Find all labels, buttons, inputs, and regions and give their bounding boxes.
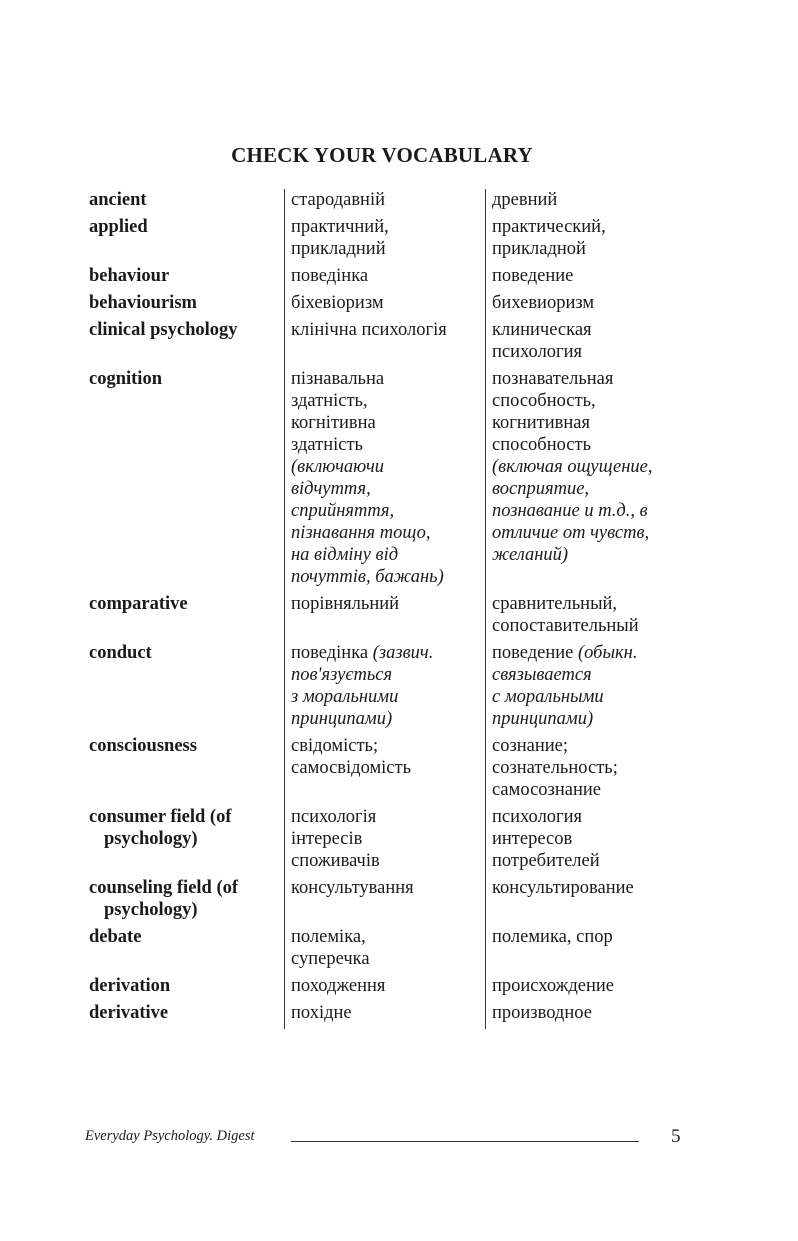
translation-text: психологія xyxy=(291,807,377,827)
translation-text: познавательная xyxy=(492,369,614,389)
translation-line xyxy=(492,828,689,850)
translation-line xyxy=(492,615,689,637)
translation-line xyxy=(291,412,481,434)
translation-line xyxy=(291,708,481,730)
vocab-term xyxy=(89,926,284,975)
vocab-row xyxy=(89,806,689,877)
ukrainian-translation xyxy=(284,292,485,319)
vocab-term-line: consciousness xyxy=(89,736,197,756)
vocab-term-line: psychology) xyxy=(104,900,198,920)
translation-text: порівняльний xyxy=(291,594,400,614)
translation-line xyxy=(492,238,689,260)
russian-translation xyxy=(485,189,689,216)
vocab-term-line: cognition xyxy=(89,369,162,389)
footer-book-title: Everyday Psychology. Digest xyxy=(85,1128,255,1144)
vocab-term xyxy=(89,368,284,593)
translation-note: принципами) xyxy=(291,709,393,729)
translation-line xyxy=(291,522,481,544)
vocab-term xyxy=(89,265,284,292)
translation-note: пов'язується xyxy=(291,665,393,685)
translation-line xyxy=(291,238,481,260)
translation-line xyxy=(291,189,481,211)
translation-text: походження xyxy=(291,976,386,996)
translation-line xyxy=(492,593,689,615)
russian-translation xyxy=(485,265,689,292)
russian-translation xyxy=(485,735,689,806)
translation-line xyxy=(492,500,689,522)
translation-text: поведінка xyxy=(291,266,369,286)
translation-line xyxy=(492,757,689,779)
translation-line xyxy=(492,735,689,757)
translation-text: стародавній xyxy=(291,190,385,210)
ukrainian-translation xyxy=(284,1002,485,1029)
translation-line xyxy=(492,412,689,434)
vocab-row xyxy=(89,735,689,806)
translation-note: (зазвич. xyxy=(372,643,434,663)
translation-text: поведение xyxy=(492,643,579,663)
translation-text: самосвідомість xyxy=(291,758,412,778)
translation-text: консультирование xyxy=(492,878,634,898)
translation-text: когнитивная xyxy=(492,413,591,433)
translation-line xyxy=(492,926,689,948)
translation-text: психология xyxy=(492,342,583,362)
translation-note: восприятие, xyxy=(492,479,590,499)
translation-line xyxy=(492,850,689,872)
ukrainian-translation xyxy=(284,877,485,926)
translation-note: (включаючи xyxy=(291,457,385,477)
translation-note: з моральними xyxy=(291,687,399,707)
translation-line xyxy=(291,926,481,948)
translation-text: производное xyxy=(492,1003,592,1023)
footer-divider xyxy=(291,1141,639,1142)
translation-text: пізнавальна xyxy=(291,369,385,389)
vocab-term-line: applied xyxy=(89,217,148,237)
translation-line xyxy=(291,806,481,828)
translation-line xyxy=(291,948,481,970)
translation-text: когнітивна xyxy=(291,413,376,433)
vocab-row xyxy=(89,319,689,368)
translation-note: пізнавання тощо, xyxy=(291,523,431,543)
page-title: CHECK YOUR VOCABULARY xyxy=(231,143,533,167)
translation-note: сприйняття, xyxy=(291,501,395,521)
vocab-term-line: derivation xyxy=(89,976,171,996)
translation-line xyxy=(492,292,689,314)
translation-text: бихевиоризм xyxy=(492,293,595,313)
translation-text: способность, xyxy=(492,391,596,411)
vocab-term xyxy=(89,806,284,877)
translation-text: практичний, xyxy=(291,217,389,237)
vocab-term-line: clinical psychology xyxy=(89,320,238,340)
translation-line xyxy=(492,478,689,500)
ukrainian-translation xyxy=(284,265,485,292)
translation-text: клиническая xyxy=(492,320,592,340)
translation-line xyxy=(492,975,689,997)
vocab-term-line: comparative xyxy=(89,594,188,614)
translation-note: познавание и т.д., в xyxy=(492,501,648,521)
translation-line xyxy=(291,456,481,478)
translation-text: клінічна психологія xyxy=(291,320,447,340)
vocab-row xyxy=(89,292,689,319)
translation-line xyxy=(492,544,689,566)
translation-note: желаний) xyxy=(492,545,569,565)
translation-note: принципами) xyxy=(492,709,594,729)
vocab-term-line: behaviour xyxy=(89,266,170,286)
page-number: 5 xyxy=(671,1126,681,1147)
translation-line xyxy=(492,708,689,730)
translation-line xyxy=(291,478,481,500)
vocab-term xyxy=(89,292,284,319)
translation-text: способность xyxy=(492,435,592,455)
ukrainian-translation xyxy=(284,368,485,593)
translation-line xyxy=(492,664,689,686)
translation-line xyxy=(291,319,481,341)
vocab-term-line: psychology) xyxy=(104,829,198,849)
russian-translation xyxy=(485,319,689,368)
translation-text: полеміка, xyxy=(291,927,366,947)
vocabulary-table xyxy=(89,189,689,1029)
translation-text: практический, xyxy=(492,217,606,237)
vocab-term-line: debate xyxy=(89,927,142,947)
translation-text: свідомість; xyxy=(291,736,379,756)
vocab-row xyxy=(89,975,689,1002)
ukrainian-translation xyxy=(284,593,485,642)
translation-line xyxy=(492,319,689,341)
translation-text: поведінка xyxy=(291,643,373,663)
translation-text: потребителей xyxy=(492,851,600,871)
russian-translation xyxy=(485,975,689,1002)
translation-line xyxy=(291,757,481,779)
translation-line xyxy=(492,779,689,801)
ukrainian-translation xyxy=(284,735,485,806)
translation-line xyxy=(492,390,689,412)
vocab-term xyxy=(89,642,284,735)
vocab-term xyxy=(89,593,284,642)
vocab-term-line: counseling field (of xyxy=(89,878,239,898)
translation-line xyxy=(291,566,481,588)
translation-line xyxy=(492,522,689,544)
translation-note: відчуття, xyxy=(291,479,371,499)
translation-line xyxy=(291,265,481,287)
translation-text: біхевіоризм xyxy=(291,293,384,313)
translation-line xyxy=(492,368,689,390)
translation-line xyxy=(291,292,481,314)
translation-line xyxy=(492,341,689,363)
translation-text: полемика, спор xyxy=(492,927,613,947)
translation-line xyxy=(291,593,481,615)
vocab-term-line: consumer field (of xyxy=(89,807,232,827)
russian-translation xyxy=(485,642,689,735)
translation-text: здатність, xyxy=(291,391,368,411)
vocab-term xyxy=(89,189,284,216)
vocab-term xyxy=(89,975,284,1002)
ukrainian-translation xyxy=(284,319,485,368)
translation-text: самосознание xyxy=(492,780,601,800)
translation-text: консультування xyxy=(291,878,414,898)
translation-text: похідне xyxy=(291,1003,352,1023)
russian-translation xyxy=(485,806,689,877)
vocab-term xyxy=(89,1002,284,1029)
translation-text: прикладной xyxy=(492,239,586,259)
vocab-row xyxy=(89,265,689,292)
translation-text: суперечка xyxy=(291,949,370,969)
ukrainian-translation xyxy=(284,926,485,975)
translation-note: (обыкн. xyxy=(578,643,638,663)
translation-line xyxy=(291,434,481,456)
translation-line xyxy=(291,828,481,850)
translation-line xyxy=(291,216,481,238)
vocab-row xyxy=(89,593,689,642)
translation-text: інтересів xyxy=(291,829,363,849)
translation-line xyxy=(291,1002,481,1024)
translation-text: сознание; xyxy=(492,736,569,756)
translation-text: сопоставительный xyxy=(492,616,639,636)
vocab-row xyxy=(89,1002,689,1029)
translation-line xyxy=(492,456,689,478)
translation-line xyxy=(291,735,481,757)
translation-line xyxy=(291,642,481,664)
translation-text: древний xyxy=(492,190,558,210)
translation-note: отличие от чувств, xyxy=(492,523,650,543)
translation-line xyxy=(291,368,481,390)
vocab-row xyxy=(89,877,689,926)
translation-note: связывается xyxy=(492,665,592,685)
vocab-term-line: ancient xyxy=(89,190,147,210)
translation-line xyxy=(492,877,689,899)
translation-line xyxy=(492,806,689,828)
vocab-row xyxy=(89,216,689,265)
translation-note: на відміну від xyxy=(291,545,399,565)
vocab-row xyxy=(89,189,689,216)
vocab-term xyxy=(89,216,284,265)
russian-translation xyxy=(485,926,689,975)
translation-line xyxy=(492,642,689,664)
vocab-row xyxy=(89,368,689,593)
translation-line xyxy=(291,544,481,566)
russian-translation xyxy=(485,368,689,593)
russian-translation xyxy=(485,1002,689,1029)
ukrainian-translation xyxy=(284,189,485,216)
translation-text: поведение xyxy=(492,266,574,286)
translation-line xyxy=(492,216,689,238)
ukrainian-translation xyxy=(284,216,485,265)
vocab-row xyxy=(89,642,689,735)
translation-text: сознательность; xyxy=(492,758,618,778)
translation-text: прикладний xyxy=(291,239,386,259)
translation-text: психология xyxy=(492,807,583,827)
vocab-term-line: derivative xyxy=(89,1003,169,1023)
translation-line xyxy=(492,686,689,708)
translation-text: здатність xyxy=(291,435,363,455)
translation-text: интересов xyxy=(492,829,573,849)
russian-translation xyxy=(485,216,689,265)
translation-line xyxy=(291,686,481,708)
translation-line xyxy=(492,189,689,211)
translation-line xyxy=(291,877,481,899)
russian-translation xyxy=(485,593,689,642)
vocab-term xyxy=(89,319,284,368)
translation-text: споживачів xyxy=(291,851,380,871)
vocab-term-line: behaviourism xyxy=(89,293,197,313)
translation-note: (включая ощущение, xyxy=(492,457,653,477)
translation-line xyxy=(291,664,481,686)
vocab-term-line: conduct xyxy=(89,643,152,663)
translation-line xyxy=(492,434,689,456)
vocab-term xyxy=(89,877,284,926)
vocab-term xyxy=(89,735,284,806)
ukrainian-translation xyxy=(284,642,485,735)
translation-line xyxy=(492,1002,689,1024)
ukrainian-translation xyxy=(284,975,485,1002)
translation-line xyxy=(492,265,689,287)
ukrainian-translation xyxy=(284,806,485,877)
vocab-row xyxy=(89,926,689,975)
translation-text: сравнительный, xyxy=(492,594,618,614)
russian-translation xyxy=(485,877,689,926)
translation-line xyxy=(291,500,481,522)
translation-line xyxy=(291,850,481,872)
russian-translation xyxy=(485,292,689,319)
translation-note: с моральными xyxy=(492,687,604,707)
translation-line xyxy=(291,975,481,997)
translation-line xyxy=(291,390,481,412)
translation-text: происхождение xyxy=(492,976,615,996)
translation-note: почуттів, бажань) xyxy=(291,567,444,587)
